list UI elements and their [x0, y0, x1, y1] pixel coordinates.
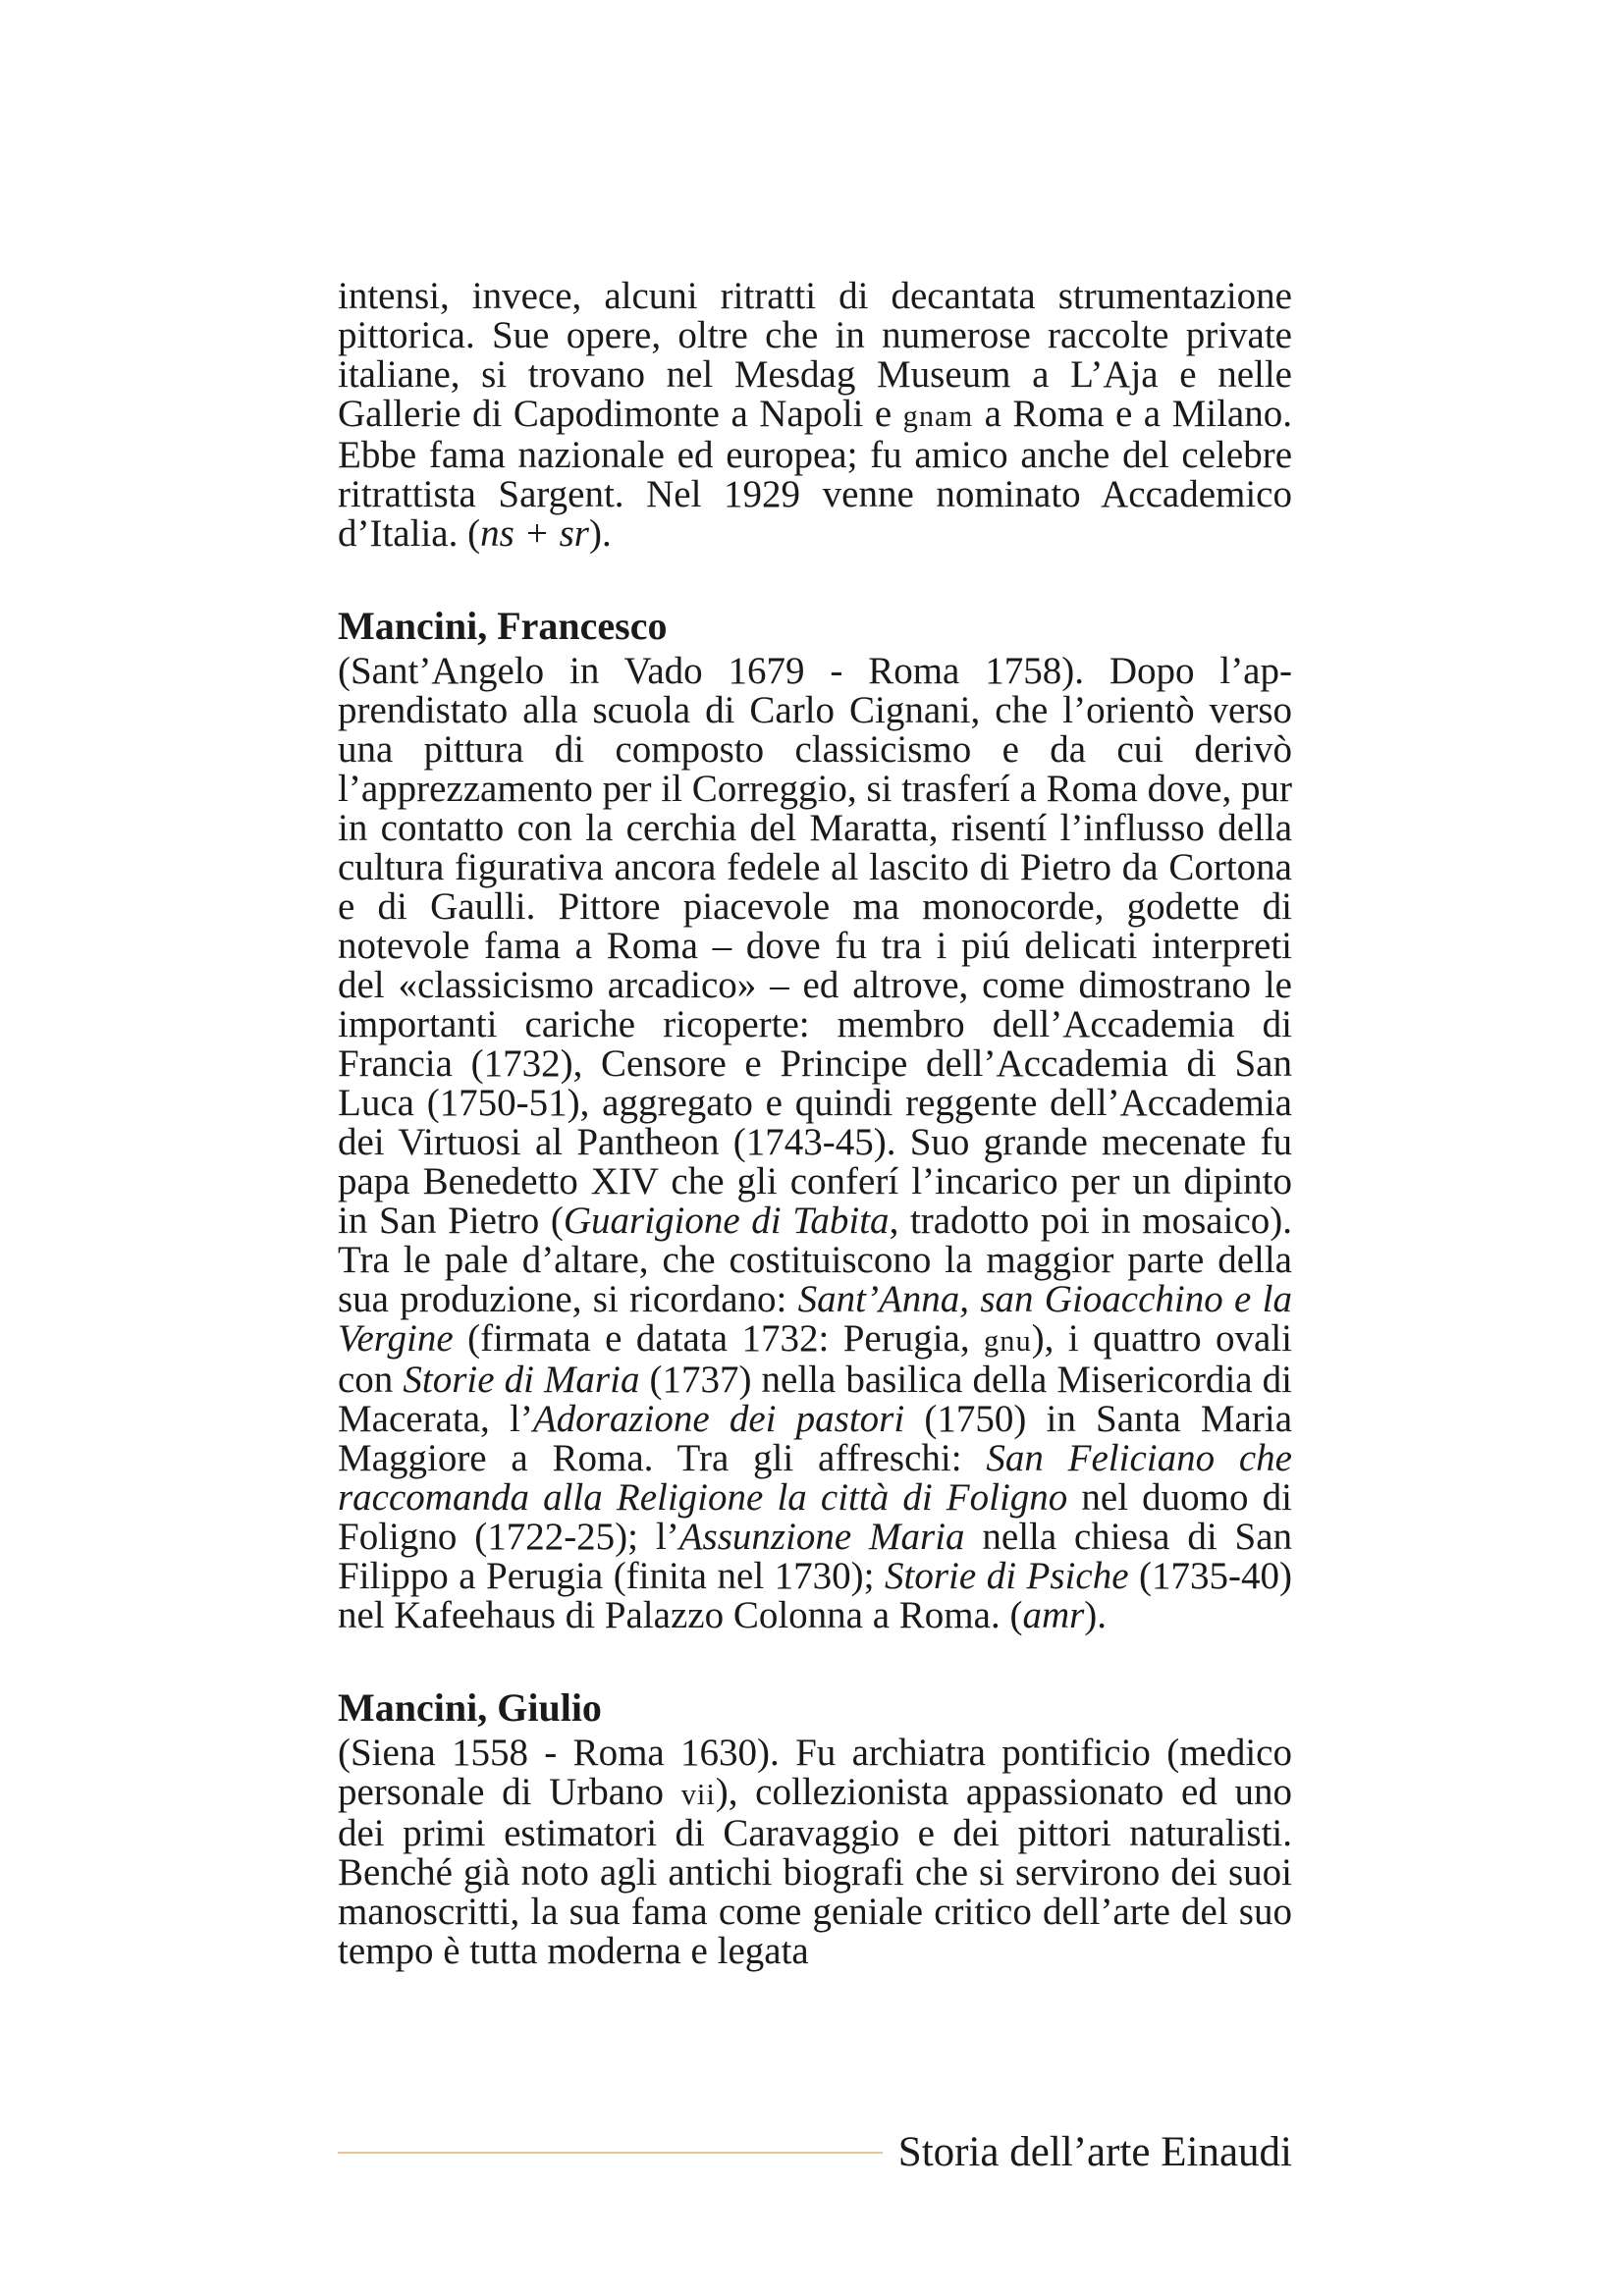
text-run: intensi, invece, alcuni ritratti di decantata strumentazione pittorica. Sue opere, oltre che in numerose raccolte private italiane, si trovano nel Mesdag Museum a L’Aja e nelle Gallerie di Capodimonte a Napoli e: [338, 275, 1292, 435]
italic-run: Assunzione Maria: [678, 1516, 965, 1558]
entry-body: [338, 1734, 1292, 1971]
footer-rule: [338, 2152, 883, 2154]
italic-run: Storie di Psiche: [885, 1555, 1129, 1597]
text-run: (1750) in Santa Maria Maggiore a Roma. Tra gli affreschi:: [338, 1398, 1293, 1479]
text-run: (1735-40) nel Kafeehaus di Palazzo Colonna a Roma. (: [338, 1555, 1292, 1636]
italic-run: Guarigione di Tabita: [563, 1200, 890, 1242]
text-run: , tradotto poi in mosaico). Tra le pale d’altare, che costituiscono la maggior parte della sua produzione, si ricordano:: [338, 1200, 1292, 1320]
text-run: ).: [1084, 1594, 1108, 1636]
italic-run: ns + sr: [480, 512, 589, 555]
text-run: ), i quattro ovali con: [338, 1317, 1292, 1401]
text-run: nella chiesa di San Filippo a Perugia (finita nel 1730);: [338, 1516, 1293, 1597]
entry-body: [338, 652, 1292, 1635]
text-run: a Roma e a Milano. Ebbe fama nazionale ed europea; fu amico anche del celebre ritrattista Sargent. Nel 1929 venne nominato Accademico d’Italia. (: [338, 393, 1292, 555]
text-run: (Sant’Angelo in Vado 1679 - Roma 1758). Dopo l’apprendistato alla scuola di Carlo Cignani, che l’orientò verso una pittura di composto classicismo e da cui derivò l’apprezzamento per il Correggio, si trasferí a Roma dove, pur in contatto con la cerchia del Maratta, risentí l’influsso della cultura figurativa ancora fedele al lascito di Pietro da Cortona e di Gaulli. Pittore piacevole ma monocorde, godette di notevole fama a Roma – dove fu tra i piú delicati interpreti del «classicismo arcadico» – ed altrove, come dimostrano le importanti cariche ricoperte: membro dell’Accademia di Francia (1732), Censore e Principe dell’Accademia di San Luca (1750-51), aggregato e quindi reggente dell’Accademia dei Virtuosi al Pantheon (1743-45). Suo grande mecenate fu papa Benedetto XIV che gli conferí l’incarico per un dipinto in San Pietro (: [338, 650, 1292, 1242]
footer-label: Storia dell’arte Einaudi: [897, 2129, 1292, 2175]
page-footer: [338, 2128, 1292, 2176]
entry-mancini-francesco: [338, 605, 1292, 1635]
text-run: ), collezionista appassionato ed uno dei primi estimatori di Caravaggio e dei pittori naturalisti. Benché già noto agli antichi biografi che si servirono dei suoi manoscritti, la sua fama come geniale critico dell’arte del suo tempo è tutta moderna e legata: [338, 1771, 1292, 1972]
entry-heading: Mancini, Francesco: [338, 604, 668, 648]
italic-run: San Feliciano che raccomanda alla Religione la città di Foligno: [338, 1437, 1292, 1519]
entry-heading: Mancini, Giulio: [338, 1685, 602, 1730]
smallcaps-run: vii: [680, 1778, 716, 1811]
italic-run: amr: [1022, 1594, 1085, 1636]
smallcaps-run: gnam: [902, 400, 974, 433]
text-run: (firmata e datata 1732: Perugia,: [453, 1317, 985, 1360]
text-run: (Siena 1558 - Roma 1630). Fu archiatra pontificio (medico personale di Urbano: [338, 1732, 1292, 1813]
italic-run: Adorazione dei pastori: [532, 1398, 905, 1440]
continuation-paragraph: [338, 277, 1292, 554]
italic-run: Sant’Anna, san Gioacchino e la Vergine: [338, 1278, 1292, 1360]
text-run: ).: [588, 512, 612, 555]
page-body: [338, 277, 1292, 1971]
text-run: (1737) nella basilica della Misericordia di Macerata, l’: [338, 1359, 1292, 1440]
smallcaps-run: gnu: [984, 1324, 1032, 1358]
entry-mancini-giulio: [338, 1686, 1292, 1971]
italic-run: Storie di Maria: [403, 1359, 640, 1401]
text-run: nel duomo di Foligno (1722-25); l’: [338, 1476, 1292, 1558]
